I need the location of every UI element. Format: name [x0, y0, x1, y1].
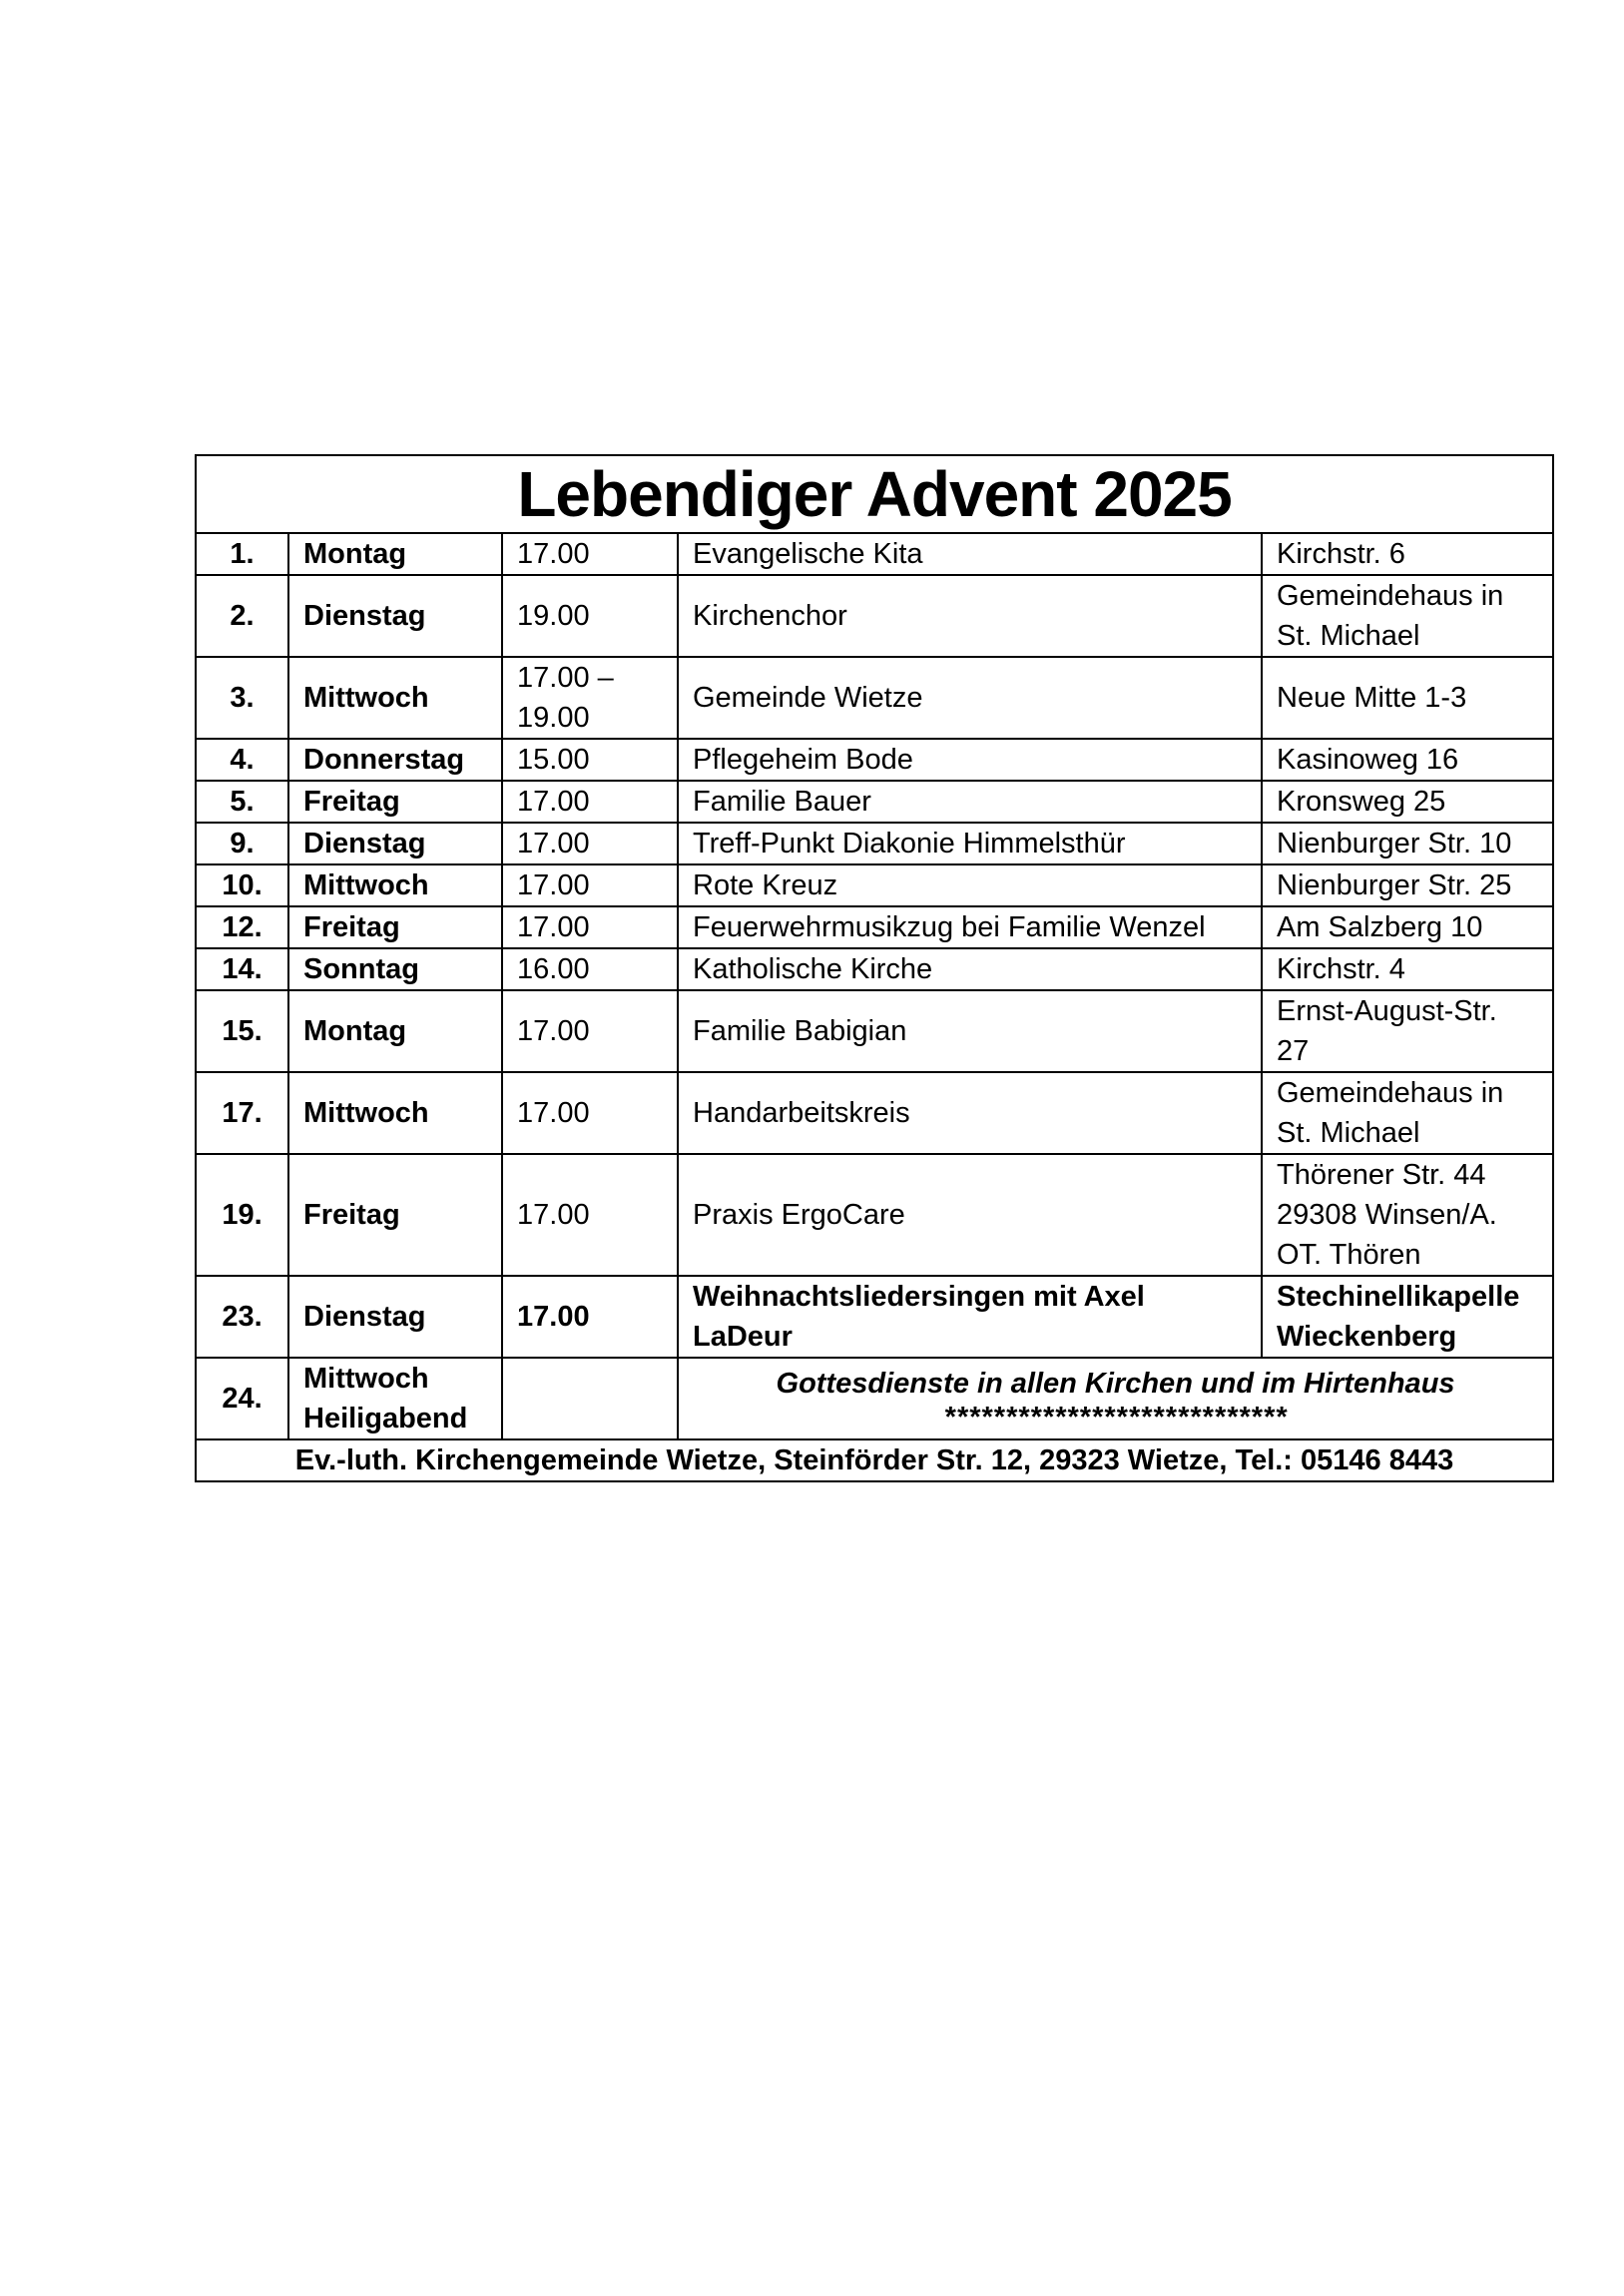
- place-cell: [1262, 948, 1553, 990]
- weekday: Freitag: [303, 786, 400, 818]
- weekday: Sonntag: [303, 953, 419, 985]
- day-number: 12.: [222, 911, 263, 943]
- day-number-cell: [196, 948, 288, 990]
- time-cell: [502, 823, 678, 864]
- event-name: Weihnachtsliedersingen mit Axel: [693, 1281, 1145, 1313]
- weekday-cell: [288, 781, 502, 823]
- weekday: Dienstag: [303, 828, 426, 860]
- event-name: Evangelische Kita: [693, 538, 923, 570]
- parish-contact: Ev.-luth. Kirchengemeinde Wietze, Steinförder Str. 12, 29323 Wietze, Tel.: 05146 8443: [294, 1444, 1454, 1476]
- time-cell: [502, 657, 678, 739]
- time: 17.00: [517, 869, 590, 901]
- time: 17.00: [517, 786, 590, 818]
- services-note: Gottesdienste in allen Kirchen und im Hirtenhaus: [776, 1368, 1455, 1400]
- event-name: LaDeur: [693, 1321, 793, 1353]
- weekday-cell: [288, 739, 502, 781]
- day-number: 10.: [222, 869, 263, 901]
- event-cell: [678, 864, 1262, 906]
- place-cell: [1262, 906, 1553, 948]
- event-cell: [678, 990, 1262, 1072]
- day-number: 1.: [230, 538, 255, 570]
- place-cell: [1262, 823, 1553, 864]
- day-number: 14.: [222, 953, 263, 985]
- services-note-cell: [678, 1358, 1553, 1439]
- place-cell: [1262, 575, 1553, 657]
- weekday-cell: [288, 823, 502, 864]
- day-number-cell: [196, 739, 288, 781]
- event-name: Katholische Kirche: [693, 953, 933, 985]
- time-cell: [502, 1072, 678, 1154]
- time: 17.00: [517, 1015, 590, 1047]
- weekday: Dienstag: [303, 1301, 426, 1333]
- place-cell: [1262, 1072, 1553, 1154]
- event-cell: [678, 657, 1262, 739]
- day-number-cell: [196, 906, 288, 948]
- day-number: 17.: [222, 1097, 263, 1129]
- time-cell: [502, 864, 678, 906]
- schedule-row: [196, 1072, 1553, 1154]
- event-name: Praxis ErgoCare: [693, 1199, 905, 1231]
- event-cell: [678, 1154, 1262, 1276]
- event-cell: [678, 1072, 1262, 1154]
- place: Nienburger Str. 10: [1277, 828, 1512, 860]
- day-number-cell: [196, 1276, 288, 1358]
- weekday: Mittwoch: [303, 1097, 429, 1129]
- weekday-cell: [288, 533, 502, 575]
- weekday-cell: [288, 575, 502, 657]
- weekday: Mittwoch: [303, 682, 429, 714]
- place: 27: [1277, 1035, 1310, 1067]
- place: Gemeindehaus in: [1277, 580, 1504, 612]
- day-number: 23.: [222, 1301, 263, 1333]
- footer-cell: [196, 1439, 1553, 1481]
- schedule-row: [196, 948, 1553, 990]
- place: Ernst-August-Str.: [1277, 995, 1497, 1027]
- weekday: Mittwoch: [303, 1363, 429, 1395]
- day-number-cell: [196, 864, 288, 906]
- day-number-cell: [196, 781, 288, 823]
- day-number-cell: [196, 1154, 288, 1276]
- schedule-row: [196, 781, 1553, 823]
- event-cell: [678, 739, 1262, 781]
- time: 17.00: [517, 1097, 590, 1129]
- place: Nienburger Str. 25: [1277, 869, 1512, 901]
- event-name: Familie Babigian: [693, 1015, 907, 1047]
- schedule-row: [196, 533, 1553, 575]
- weekday-cell: [288, 1276, 502, 1358]
- place: Am Salzberg 10: [1277, 911, 1483, 943]
- time: 17.00: [517, 1301, 590, 1333]
- weekday-cell: [288, 1072, 502, 1154]
- weekday: Donnerstag: [303, 744, 465, 776]
- schedule-row: [196, 1276, 1553, 1358]
- weekday-cell: [288, 657, 502, 739]
- event-name: Rote Kreuz: [693, 869, 838, 901]
- time-cell: [502, 781, 678, 823]
- weekday-cell: [288, 906, 502, 948]
- place-cell: [1262, 990, 1553, 1072]
- title-cell: [196, 455, 1553, 533]
- title-row: [196, 455, 1553, 533]
- footer-row: [196, 1439, 1553, 1481]
- day-number-cell: [196, 1358, 288, 1439]
- stars-divider: ****************************: [943, 1402, 1288, 1434]
- time-cell: [502, 575, 678, 657]
- time: 16.00: [517, 953, 590, 985]
- event-name: Feuerwehrmusikzug bei Familie Wenzel: [693, 911, 1206, 943]
- event-name: Kirchenchor: [693, 600, 847, 632]
- place-cell: [1262, 864, 1553, 906]
- event-name: Pflegeheim Bode: [693, 744, 913, 776]
- place: Stechinellikapelle: [1277, 1281, 1520, 1313]
- weekday: Dienstag: [303, 600, 426, 632]
- time: 15.00: [517, 744, 590, 776]
- day-number-cell: [196, 533, 288, 575]
- day-number: 15.: [222, 1015, 263, 1047]
- event-name: Treff-Punkt Diakonie Himmelsthür: [693, 828, 1126, 860]
- event-cell: [678, 575, 1262, 657]
- weekday: Heiligabend: [303, 1403, 468, 1435]
- place: OT. Thören: [1277, 1239, 1421, 1271]
- weekday: Freitag: [303, 1199, 400, 1231]
- event-name: Handarbeitskreis: [693, 1097, 910, 1129]
- schedule-row: [196, 906, 1553, 948]
- place: St. Michael: [1277, 620, 1420, 652]
- weekday: Montag: [303, 538, 407, 570]
- time: 17.00 –: [517, 662, 614, 694]
- weekday-cell: [288, 948, 502, 990]
- event-cell: [678, 906, 1262, 948]
- day-number-cell: [196, 657, 288, 739]
- schedule-row: [196, 990, 1553, 1072]
- place: Kirchstr. 6: [1277, 538, 1405, 570]
- schedule-row: [196, 739, 1553, 781]
- schedule-row: [196, 657, 1553, 739]
- time: 17.00: [517, 538, 590, 570]
- time-cell: [502, 1154, 678, 1276]
- day-number: 19.: [222, 1199, 263, 1231]
- weekday: Mittwoch: [303, 869, 429, 901]
- place: St. Michael: [1277, 1117, 1420, 1149]
- place: Gemeindehaus in: [1277, 1077, 1504, 1109]
- weekday-cell: [288, 1154, 502, 1276]
- place-cell: [1262, 657, 1553, 739]
- place: Neue Mitte 1-3: [1277, 682, 1467, 714]
- place: Kronsweg 25: [1277, 786, 1446, 818]
- day-number-cell: [196, 823, 288, 864]
- time-cell: [502, 990, 678, 1072]
- place: Kasinoweg 16: [1277, 744, 1459, 776]
- weekday: Freitag: [303, 911, 400, 943]
- place: Kirchstr. 4: [1277, 953, 1405, 985]
- time-cell: [502, 1276, 678, 1358]
- time-cell: [502, 1358, 678, 1439]
- place-cell: [1262, 739, 1553, 781]
- place: Thörener Str. 44: [1277, 1159, 1486, 1191]
- place: 29308 Winsen/A.: [1277, 1199, 1497, 1231]
- time-cell: [502, 948, 678, 990]
- page-title: Lebendiger Advent 2025: [517, 458, 1232, 530]
- schedule-row: [196, 864, 1553, 906]
- day-number: 2.: [230, 600, 255, 632]
- event-cell: [678, 948, 1262, 990]
- weekday-cell: [288, 1358, 502, 1439]
- event-cell: [678, 1276, 1262, 1358]
- time-cell: [502, 906, 678, 948]
- christmas-eve-row: [196, 1358, 1553, 1439]
- day-number: 4.: [230, 744, 255, 776]
- day-number-cell: [196, 575, 288, 657]
- day-number: 5.: [230, 786, 255, 818]
- place: Wieckenberg: [1277, 1321, 1457, 1353]
- day-number: 24.: [222, 1383, 263, 1415]
- weekday-cell: [288, 864, 502, 906]
- event-cell: [678, 533, 1262, 575]
- day-number: 3.: [230, 682, 255, 714]
- day-number-cell: [196, 1072, 288, 1154]
- schedule-row: [196, 1154, 1553, 1276]
- event-name: Familie Bauer: [693, 786, 871, 818]
- place-cell: [1262, 1154, 1553, 1276]
- time: 19.00: [517, 702, 590, 734]
- day-number-cell: [196, 990, 288, 1072]
- time: 17.00: [517, 1199, 590, 1231]
- time-cell: [502, 739, 678, 781]
- time: 19.00: [517, 600, 590, 632]
- advent-schedule-table: [195, 454, 1554, 1482]
- event-cell: [678, 823, 1262, 864]
- time: 17.00: [517, 828, 590, 860]
- schedule-row: [196, 823, 1553, 864]
- event-cell: [678, 781, 1262, 823]
- weekday-cell: [288, 990, 502, 1072]
- event-name: Gemeinde Wietze: [693, 682, 923, 714]
- day-number: 9.: [230, 828, 255, 860]
- time: 17.00: [517, 911, 590, 943]
- weekday: Montag: [303, 1015, 407, 1047]
- place-cell: [1262, 1276, 1553, 1358]
- place-cell: [1262, 533, 1553, 575]
- schedule-row: [196, 575, 1553, 657]
- time-cell: [502, 533, 678, 575]
- place-cell: [1262, 781, 1553, 823]
